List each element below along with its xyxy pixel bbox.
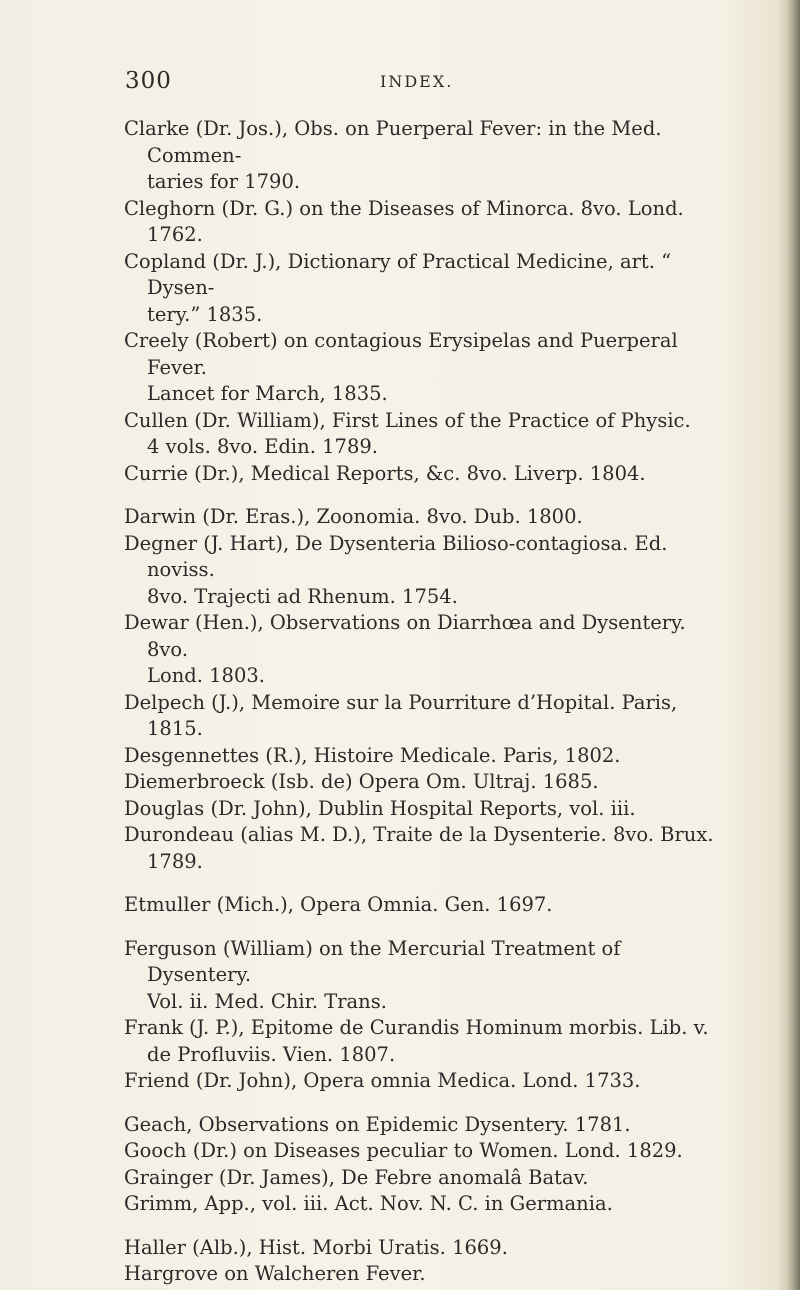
index-entry-line: Vol. ii. Med. Chir. Trans. [147,989,387,1013]
index-entry [124,1112,724,1139]
index-entry [124,531,724,611]
index-entry-line: Grainger (Dr. James), De Febre anomalâ Batav. [124,1165,589,1189]
index-entry-line: Geach, Observations on Epidemic Dysentery. 1781. [124,1112,631,1136]
index-entry-line: Lancet for March, 1835. [147,382,388,405]
index-entry-line: Grimm, App., vol. iii. Act. Nov. N. C. in Germania. [124,1192,613,1215]
index-entry-line: de Profluviis. Vien. 1807. [147,1042,396,1066]
index-entry-line: taries for 1790. [147,170,301,193]
group-separator [124,1095,724,1112]
index-entry [124,892,724,919]
index-entry-line: Friend (Dr. John), Opera omnia Medica. Lond. 1733. [124,1069,641,1092]
index-entry [124,196,724,249]
index-entry [124,769,724,796]
page-number: 300 [125,68,172,94]
index-entry-line: Gooch (Dr.) on Diseases peculiar to Women. Lond. 1829. [124,1139,683,1162]
index-entry-line: tery.” 1835. [147,302,263,326]
index-entry-line: Darwin (Dr. Eras.), Zoonomia. 8vo. Dub. 1800. [124,505,583,528]
index-entry-line: Desgennettes (R.), Histoire Medicale. Paris, 1802. [124,743,621,767]
index-entry-line: Durondeau (alias M. D.), Traite de la Dysenterie. 8vo. Brux. [124,823,714,846]
index-entry [124,504,724,531]
index-entry [124,408,724,461]
index-entries [124,116,724,1288]
index-entry-line: Creely (Robert) on contagious Erysipelas and Puerperal Fever. [124,329,678,379]
index-entry-line: Etmuller (Mich.), Opera Omnia. Gen. 1697. [124,893,553,916]
group-separator [124,919,724,936]
index-entry-line: Clarke (Dr. Jos.), Obs. on Puerperal Fever: in the Med. Commen- [124,117,662,167]
group-separator [124,487,724,504]
index-entry [124,743,724,770]
index-entry [124,822,724,875]
page-header [125,68,715,98]
index-entry-line: Diemerbroeck (Isb. de) Opera Om. Ultraj. 1685. [124,770,599,793]
index-entry [124,1191,724,1218]
index-entry-line: Copland (Dr. J.), Dictionary of Practical Medicine, art. “ Dysen- [124,249,672,299]
group-separator [124,875,724,892]
index-entry [124,328,724,408]
index-entry-line: Ferguson (William) on the Mercurial Treatment of Dysentery. [124,936,621,986]
index-entry [124,936,724,1016]
index-entry-line: Douglas (Dr. John), Dublin Hospital Reports, vol. iii. [124,796,636,820]
running-head: INDEX. [380,72,454,91]
index-entry-line: 8vo. Trajecti ad Rhenum. 1754. [147,584,458,608]
index-entry [124,610,724,690]
index-entry-line: Degner (J. Hart), De Dysenteria Bilioso-contagiosa. Ed. noviss. [124,531,668,581]
index-entry-line: 4 vols. 8vo. Edin. 1789. [147,435,378,458]
index-entry [124,1068,724,1095]
index-entry-line: Cleghorn (Dr. G.) on the Diseases of Minorca. 8vo. Lond. 1762. [124,196,684,246]
index-entry-line: Hargrove on Walcheren Fever. [124,1262,426,1285]
index-entry-line: Dewar (Hen.), Observations on Diarrhœa and Dysentery. 8vo. [124,611,686,661]
index-entry-line: 1789. [147,849,203,873]
index-entry [124,1015,724,1068]
page-edge-shadow [778,0,800,1290]
index-entry [124,249,724,329]
index-entry-line: Delpech (J.), Memoire sur la Pourriture d’Hopital. Paris, 1815. [124,690,678,740]
index-entry-line: Currie (Dr.), Medical Reports, &c. 8vo. Liverp. 1804. [124,461,646,485]
index-entry [124,1261,724,1288]
index-entry [124,796,724,823]
index-entry [124,1235,724,1262]
index-entry [124,690,724,743]
index-entry-line: Frank (J. P.), Epitome de Curandis Hominum morbis. Lib. v. [124,1016,709,1039]
index-entry-line: Lond. 1803. [147,664,265,687]
index-entry [124,461,724,488]
index-entry-line: Haller (Alb.), Hist. Morbi Uratis. 1669. [124,1235,508,1259]
index-entry [124,1138,724,1165]
index-entry [124,1165,724,1192]
index-entry [124,116,724,196]
index-entry-line: Cullen (Dr. William), First Lines of the Practice of Physic. [124,408,691,432]
group-separator [124,1218,724,1235]
